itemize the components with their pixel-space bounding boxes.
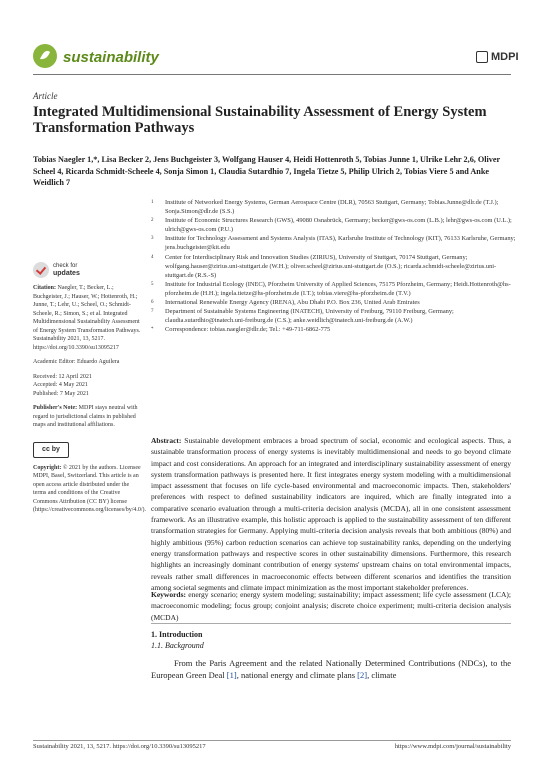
authors-text: Tobias Naegler 1,*, Lisa Becker 2, Jens Buchgeister 3, Wolfgang Hauser 4, Heidi Hottenroth 5, Tobias Junne 1, Ulrike Lehr 2,6, Oliver Scheel 4, Ricarda Schmidt-Scheele 4, Sonja Simon 1, Claudia Sutardhio 7, Ingela Tietze 5, Philip Ulrich 2, Tobias Viere 5 and Anke Weidlich 7: [33, 155, 501, 187]
page-title: Integrated Multidimensional Sustainability Assessment of Energy System Transformation Pathways: [33, 104, 487, 136]
affiliation-text: Correspondence: tobias.naegler@dlr.de; Tel.: +49-711-6862-775: [165, 326, 331, 334]
affiliation-number: 1: [151, 200, 154, 205]
footer-journal-url[interactable]: https://www.mdpi.com/journal/sustainability: [394, 743, 511, 750]
abstract-label: Abstract:: [151, 436, 182, 445]
affiliation-number: *: [151, 327, 154, 333]
citation-label: Citation:: [33, 285, 56, 291]
citation-link-2[interactable]: [2]: [357, 670, 368, 680]
publisher-logo[interactable]: [476, 51, 519, 63]
check-updates-icon: [33, 262, 49, 278]
article-sidebar: [33, 262, 147, 515]
copyright-text: © 2021 by the authors. Licensee MDPI, Basel, Switzerland. This article is an open access article distributed under the terms and conditions of the Creative Commons Attribution (CC BY) license (https://creativecommons.org/licenses/by/4.0/).: [33, 464, 147, 513]
copyright-block: [33, 464, 147, 515]
section-divider: [151, 623, 511, 624]
cc-by-license-icon[interactable]: cc by: [33, 442, 69, 458]
journal-logo-icon: [33, 44, 57, 68]
affiliation-item: [151, 325, 521, 334]
article-type: Article: [33, 91, 58, 101]
accepted-date: Accepted: 4 May 2021: [33, 382, 88, 388]
check-line1: check for: [53, 262, 78, 269]
check-line2: updates: [53, 269, 80, 277]
academic-editor: Academic Editor: Eduardo Aguilera: [33, 359, 120, 365]
abstract-text: Sustainable development embraces a broad spectrum of social, economic and ecological aspects. Thus, a sustainable transformation process of energy systems is inevitably multidimensional and needs to go beyond climate impact and cost considerations. An approach for an integrated and interdisciplinary sustainability assessment of energy system transformation pathways is presented here. It first integrates energy system modeling with a multidimensional impact assessment that focuses on life cycle-based environmental and macroeconomic impacts. Then, stakeholders' preferences with respect to defined sustainability indicators are inquired, which are finally integrated into a comparative scenario evaluation through a multi-criteria decision analysis (MCDA), all in one consistent assessment framework. As an illustrative example, this holistic approach is applied to the sustainability assessment of ten different transformation strategies for Germany. Applying multi-criteria decision analysis reveals that both ambitious (80%) and highly ambitious (95%) carbon reduction scenarios can achieve top sustainability ranks, depending on the underlying energy transformation pathways and respective scores in other sustainability dimensions. Furthermore, this research highlights an increasingly dominant contribution of energy systems' upstream chains on total environmental impacts, reveals rather small differences in macroeconomic effects between different scenarios and identifies the transition among societal segments and climate impact minimization as the most important stakeholder preferences.: [151, 436, 511, 592]
affiliation-item: [151, 298, 521, 307]
affiliation-list: [151, 198, 521, 334]
header-divider: [33, 74, 511, 75]
affiliation-item: [151, 198, 521, 216]
mdpi-icon: [476, 51, 488, 63]
section-heading-introduction: 1. Introduction: [151, 630, 203, 639]
affiliation-text: Department of Sustainable Systems Engineering (INATECH), University of Freiburg, 79110 Freiburg, Germany; claudia.sutardhio@inatech.uni-freiburg.de (C.S.); anke.weidlich@inatech.uni-freiburg.de (A.W.): [165, 308, 454, 325]
keywords-label: Keywords:: [151, 590, 186, 599]
affiliation-number: 2: [151, 218, 154, 224]
intro-text-c: , climate: [367, 670, 397, 680]
publisher-note: [33, 404, 141, 430]
intro-text-b: , national energy and climate plans: [236, 670, 358, 680]
affiliation-item: [151, 216, 521, 234]
affiliation-text: Institute for Industrial Ecology (INEC), Pforzheim University of Applied Sciences, 75175 Pforzheim, Germany; Heidi.Hottenroth@hs-pforzheim.de (H.H.); ingela.tietze@hs-pforzheim.de (I.T.); tobias.viere@hs-pforzheim.de (T.V.): [165, 280, 511, 297]
affiliation-text: International Renewable Energy Agency (IRENA), Abu Dhabi P.O. Box 236, United Arab Emirates: [165, 299, 420, 307]
subsection-heading-background: 1.1. Background: [151, 641, 204, 650]
affiliation-text: Center for Interdisciplinary Risk and Innovation Studies (ZIRIUS), University of Stuttgart, 70174 Stuttgart, Germany; wolfgang.hauser@zirius.uni-stuttgart.de (W.H.); oliver.scheel@zirius.uni-stuttgart.de (O.S.); ricarda.schmidt-scheele@zirius.uni-stuttgart.de (R.S.-S): [165, 253, 497, 279]
intro-paragraph: [151, 657, 511, 681]
publisher-note-label: Publisher's Note:: [33, 405, 78, 411]
affiliation-text: Institute of Economic Structures Research (GWS), 49080 Osnabrück, Germany; becker@gws-os.com (L.B.); lehr@gws-os.com (U.L.); ulrich@gws-os.com (P.U.): [165, 217, 512, 234]
affiliation-number: 5: [151, 281, 154, 287]
keywords: [151, 589, 511, 623]
affiliation-item: [151, 280, 521, 298]
affiliation-number: 6: [151, 300, 154, 306]
citation-text: Naegler, T.; Becker, L.; Buchgeister, J.; Hauser, W.; Hottenroth, H.; Junne, T.; Lehr, U.; Scheel, O.; Schmidt-Scheele, R.; Simon, S.; et al. Integrated Multidimensional Sustainability Assessment of Energy System Transformation Pathways. Sustainability 2021, 13, 5217. https://doi.org/10.3390/su13095217: [33, 285, 141, 351]
affiliation-text: Institute for Technology Assessment and Systems Analysis (ITAS), Karlsruhe Institute of Technology (KIT), 76133 Karlsruhe, Germany; jens.buchgeister@kit.edu: [165, 235, 516, 252]
publisher-note-text: MDPI stays neutral with regard to jurisdictional claims in published maps and institutional affiliations.: [33, 405, 138, 428]
check-for-updates-button[interactable]: [33, 262, 141, 278]
author-list: [33, 154, 515, 189]
publisher-name: MDPI: [491, 51, 519, 63]
dates-block: [33, 373, 141, 399]
affiliation-number: 7: [151, 309, 154, 315]
copyright-label: Copyright:: [33, 464, 62, 471]
citation-link-1[interactable]: [1]: [226, 670, 237, 680]
received-date: Received: 12 April 2021: [33, 373, 92, 380]
footer-citation[interactable]: Sustainability 2021, 13, 5217. https://doi.org/10.3390/su13095217: [33, 743, 206, 750]
abstract: [151, 435, 511, 593]
footer-divider: [33, 740, 511, 741]
keywords-text: energy scenario; energy system modeling; sustainability; impact assessment; life cycle assessment (LCA); macroeconomic modeling; focus group; conjoint analysis; discrete choice experiment; multi-criteria decision analysis (MCDA): [151, 590, 512, 622]
intro-text-a: From the Paris Agreement and the related Nationally Determined Contributions (NDCs), to the European Green Deal: [151, 658, 511, 680]
published-date: Published: 7 May 2021: [33, 390, 89, 397]
affiliation-text: Institute of Networked Energy Systems, German Aerospace Centre (DLR), 70563 Stuttgart, Germany; Tobias.Junne@dlr.de (T.J.); Sonja.Simon@dlr.de (S.S.): [165, 199, 499, 216]
affiliation-number: 3: [151, 236, 154, 242]
journal-name[interactable]: sustainability: [63, 49, 159, 66]
citation-block: [33, 284, 141, 352]
affiliation-item: [151, 234, 521, 252]
affiliation-item: [151, 307, 521, 325]
affiliation-number: 4: [151, 254, 154, 260]
affiliation-item: [151, 253, 521, 280]
